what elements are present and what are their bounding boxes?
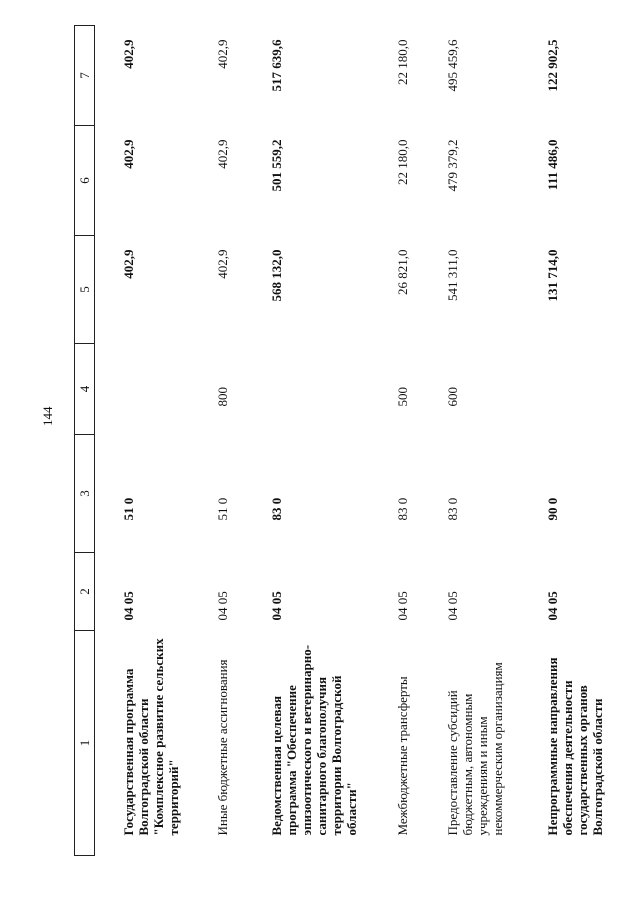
row-section: 04 05 [121,591,136,621]
table-row [511,26,609,856]
row-value-col5: 541 311,0 [445,249,460,302]
budget-table [74,25,609,856]
row-expense-type [95,344,182,435]
row-value-col6: 402,9 [121,139,136,169]
row-value-col6: 22 180,0 [395,139,410,185]
row-section: 04 05 [445,591,460,621]
row-target: 90 0 [545,497,560,521]
table-row [233,26,359,856]
row-expense-type [233,344,359,435]
column-header-3: 3 [75,435,95,553]
row-value-col7: 402,9 [121,39,136,69]
row-target: 51 0 [121,497,136,521]
column-header-1: 1 [75,631,95,856]
column-header-6: 6 [75,126,95,236]
row-target: 83 0 [269,497,284,521]
page-number: 144 [40,406,55,426]
row-section: 04 05 [269,591,284,621]
table-row [359,26,413,856]
row-value-col6: 479 379,2 [445,139,460,192]
row-value-col6: 501 559,2 [269,139,284,192]
row-section: 04 05 [215,591,230,621]
row-expense-type: 600 [445,387,460,407]
row-value-col6: 111 486,0 [545,139,560,191]
row-section: 04 05 [545,591,560,621]
row-value-col7: 122 902,5 [545,39,560,92]
row-name: Иные бюджетные ассигнования [215,659,230,836]
row-value-col5: 568 132,0 [269,249,284,302]
row-expense-type [511,344,609,435]
row-target: 83 0 [395,497,410,521]
row-value-col6: 402,9 [215,139,230,169]
column-header-7: 7 [75,26,95,126]
row-value-col5: 402,9 [215,249,230,279]
table-header-row [75,26,95,856]
row-name: Непрограммные направления обеспечения деятельности государственных органов Волгоградской области [545,657,605,836]
row-name: Предоставление субсидий бюджетным, автономным учреждениям и иным некоммерческим организациям [445,662,505,836]
row-value-col7: 495 459,6 [445,39,460,92]
row-section: 04 05 [395,591,410,621]
row-value-col7: 402,9 [215,39,230,69]
row-value-col5: 402,9 [121,249,136,279]
table-row [181,26,233,856]
row-value-col5: 131 714,0 [545,249,560,302]
row-value-col7: 22 180,0 [395,39,410,85]
row-name: Ведомственная целевая программа "Обеспечение эпизоотического и ветеринарно-санитарного благополучия территории Волгоградской области" [269,644,359,836]
budget-table-sheet [74,26,605,856]
row-value-col7: 517 639,6 [269,39,284,92]
table-row [413,26,511,856]
row-value-col5: 26 821,0 [395,249,410,295]
row-expense-type: 500 [395,387,410,407]
column-header-2: 2 [75,553,95,631]
row-name: Межбюджетные трансферты [395,676,410,836]
table-row [95,26,182,856]
column-header-4: 4 [75,344,95,435]
column-header-5: 5 [75,236,95,344]
row-target: 51 0 [215,497,230,521]
row-expense-type: 800 [215,387,230,407]
row-target: 83 0 [445,497,460,521]
row-name: Государственная программа Волгоградской области "Комплексное развитие сельских территорий" [121,638,181,836]
